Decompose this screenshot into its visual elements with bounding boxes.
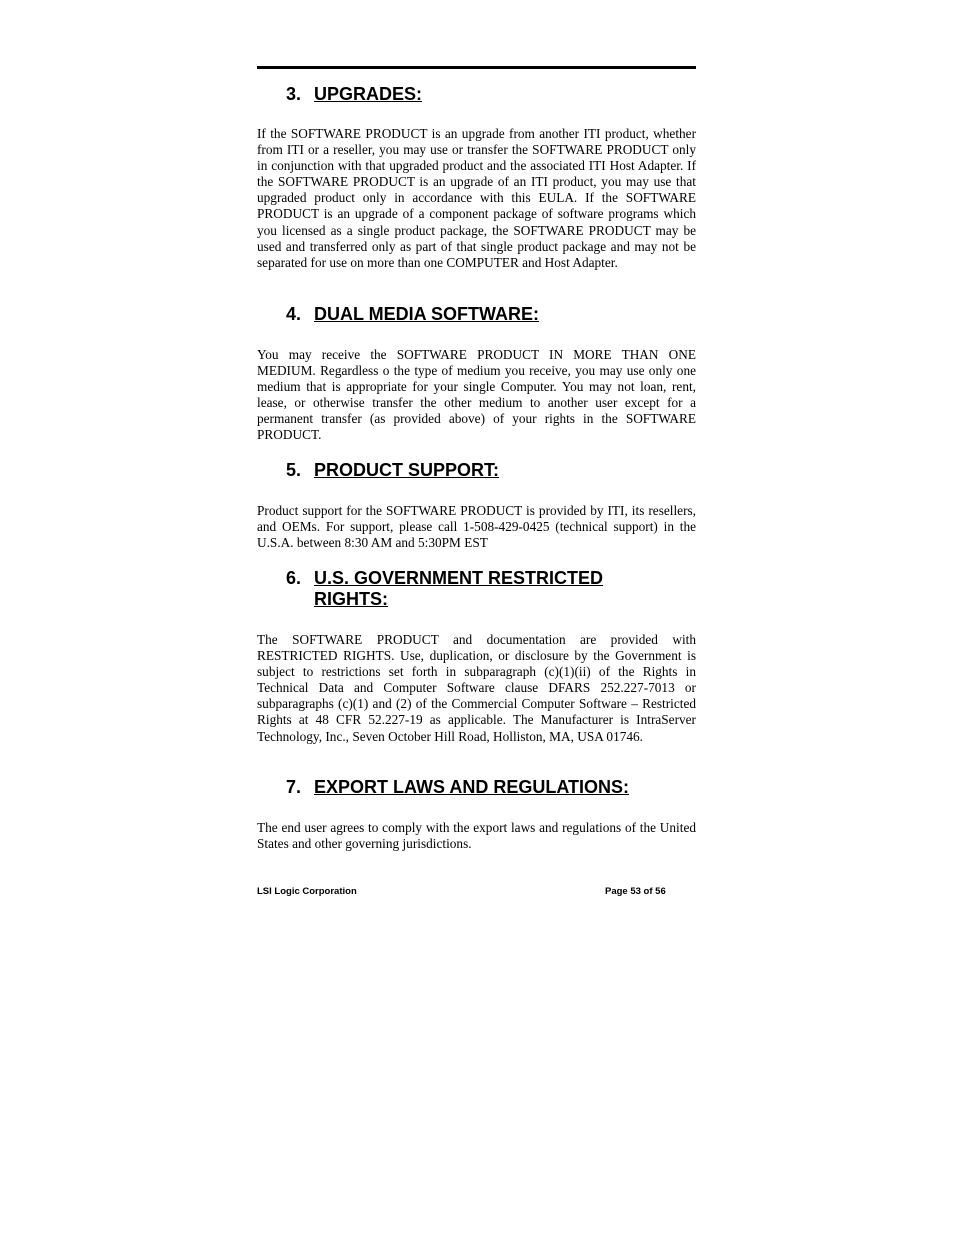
section-title: DUAL MEDIA SOFTWARE: <box>314 304 539 324</box>
section-title: UPGRADES: <box>314 84 423 104</box>
section-number: 7. <box>286 777 302 797</box>
section-title: PRODUCT SUPPORT: <box>314 460 500 480</box>
footer-company: LSI Logic Corporation <box>257 886 357 897</box>
section-title: U.S. GOVERNMENT RESTRICTED RIGHTS: <box>314 568 604 609</box>
section-heading <box>257 777 696 798</box>
section-title: EXPORT LAWS AND REGULATIONS: <box>314 777 629 797</box>
section-export-laws <box>257 777 696 798</box>
section-upgrades <box>257 84 696 105</box>
section-body: The end user agrees to comply with the export laws and regulations of the United States and other governing jurisdictions. <box>257 820 696 852</box>
section-heading <box>257 460 696 481</box>
section-heading <box>257 568 696 610</box>
section-heading <box>257 84 696 105</box>
section-product-support <box>257 460 696 481</box>
section-number: 5. <box>286 460 302 480</box>
top-rule <box>257 66 696 69</box>
section-number: 3. <box>286 84 302 104</box>
section-body: The SOFTWARE PRODUCT and documentation are provided with RESTRICTED RIGHTS. Use, duplication, or disclosure by the Government is subject to restrictions set forth in subparagraph (c)(1)(ii) of the Rights in Technical Data and Computer Software clause DFARS 252.227-7013 or subparagraphs (c)(1) and (2) of the Commercial Computer Software – Restricted Rights at 48 CFR 52.227-19 as applicable. The Manufacturer is IntraServer Technology, Inc., Seven October Hill Road, Holliston, MA, USA 01746. <box>257 632 696 744</box>
section-body: You may receive the SOFTWARE PRODUCT IN MORE THAN ONE MEDIUM. Regardless o the type of medium you receive, you may use only one medium that is appropriate for your single Computer. You may not loan, rent, lease, or otherwise transfer the other medium to another user except for a permanent transfer (as provided above) of your rights in the SOFTWARE PRODUCT. <box>257 347 696 443</box>
footer-page-number: Page 53 of 56 <box>605 886 666 897</box>
section-restricted-rights <box>257 568 696 610</box>
section-number: 6. <box>286 568 302 588</box>
section-heading <box>257 304 696 325</box>
section-number: 4. <box>286 304 302 324</box>
section-dual-media <box>257 304 696 325</box>
section-body: Product support for the SOFTWARE PRODUCT is provided by ITI, its resellers, and OEMs. For support, please call 1-508-429-0425 (technical support) in the U.S.A. between 8:30 AM and 5:30PM EST <box>257 503 696 551</box>
section-body: If the SOFTWARE PRODUCT is an upgrade from another ITI product, whether from ITI or a reseller, you may use or transfer the SOFTWARE PRODUCT only in conjunction with that upgraded product and the associated ITI Host Adapter. If the SOFTWARE PRODUCT is an upgrade of an ITI product, you may use that upgraded product only in accordance with this EULA. If the SOFTWARE PRODUCT is an upgrade of a component package of software programs which you licensed as a single product package, the SOFTWARE PRODUCT may be used and transferred only as part of that single product package and may not be separated for use on more than one COMPUTER and Host Adapter. <box>257 126 696 270</box>
